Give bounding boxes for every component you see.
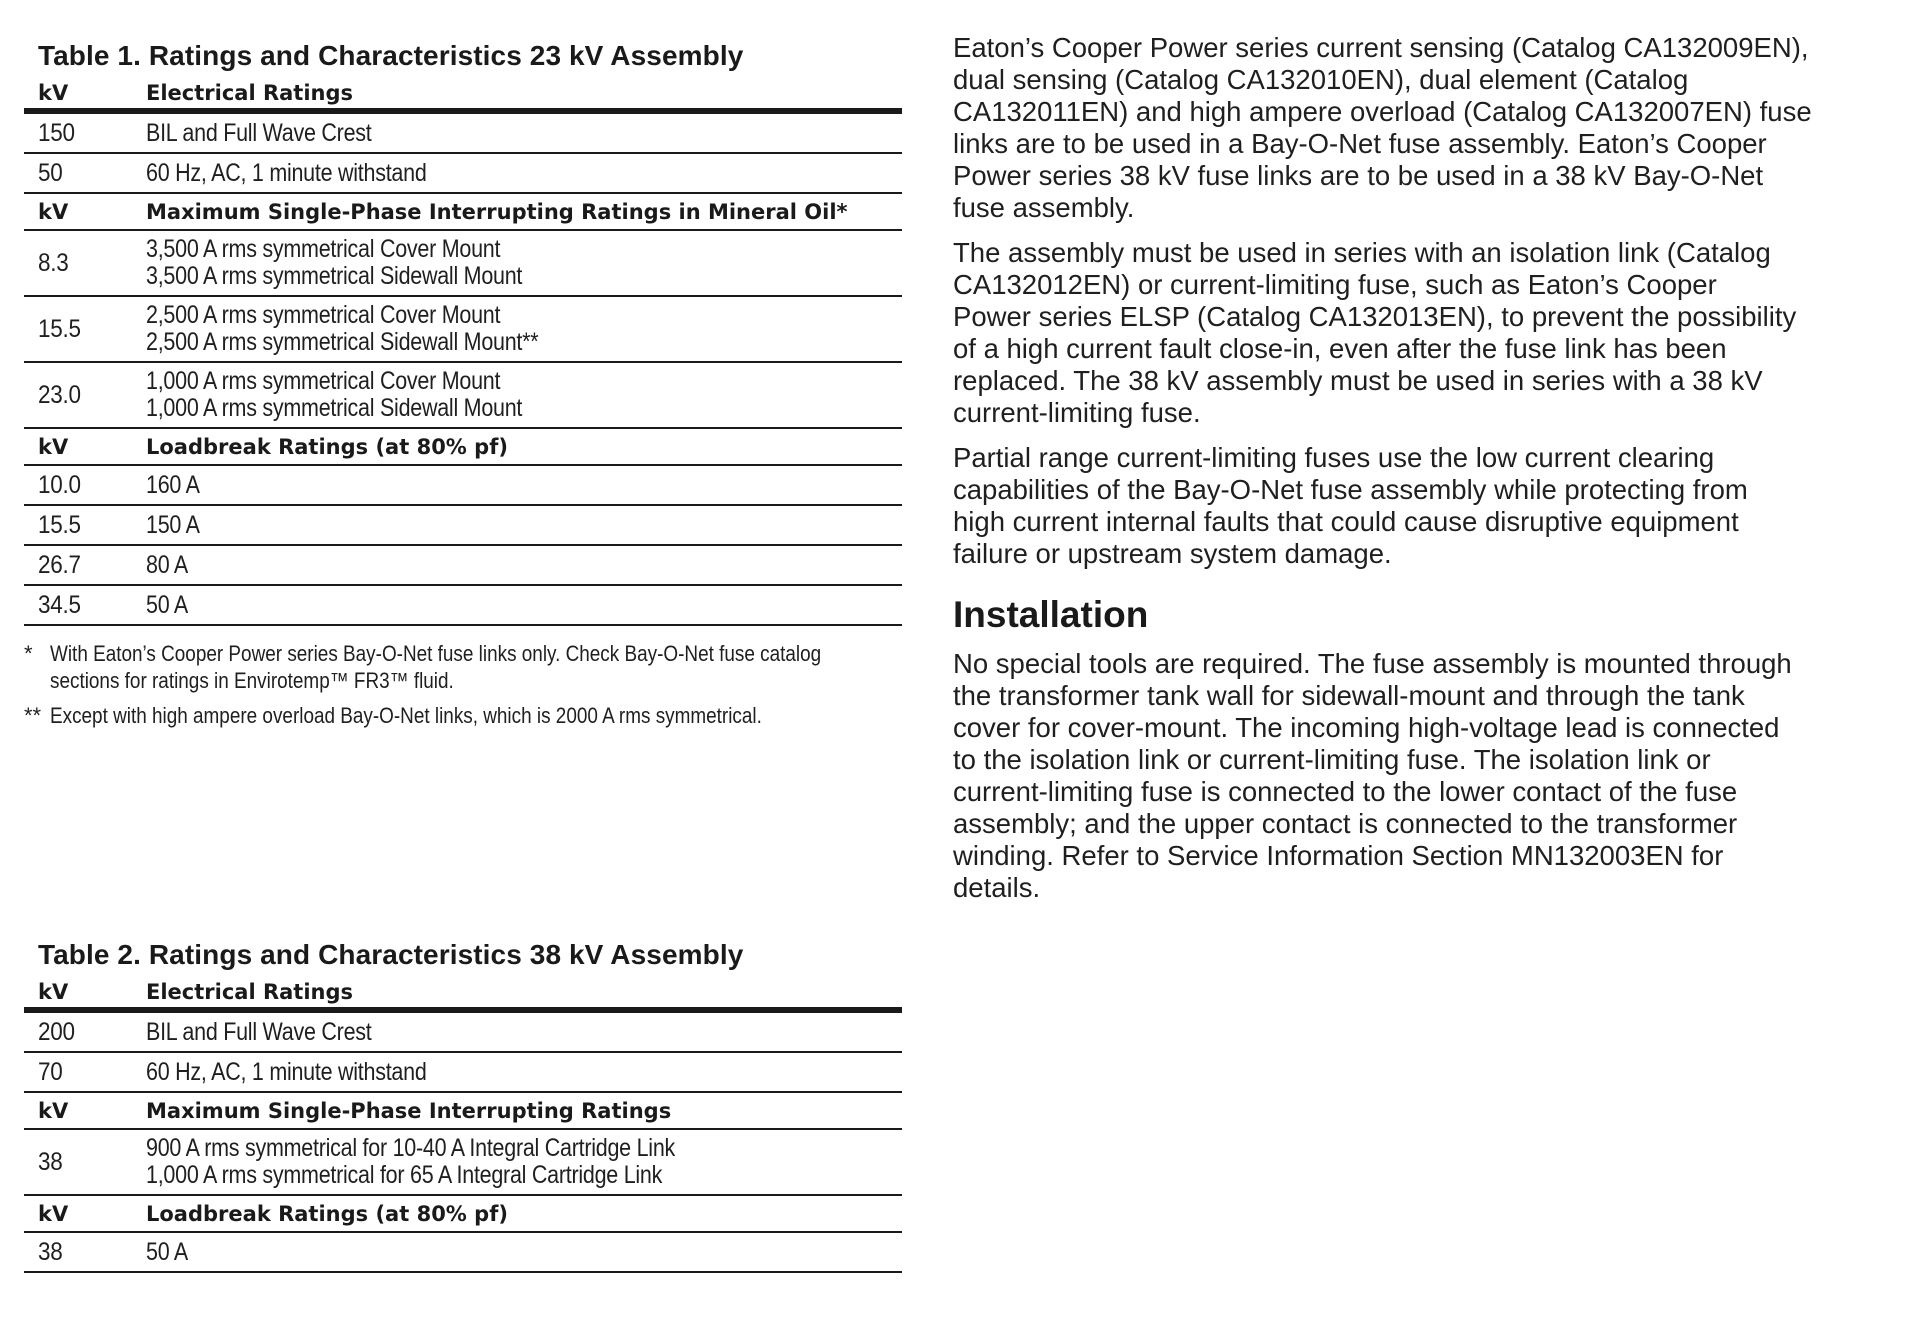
section-header-row [24,428,902,465]
right-column [953,32,1853,917]
paragraph [953,237,1853,429]
body-paragraphs [953,32,1853,570]
paragraph-line: links are to be used in a Bay-O-Net fuse assembly. Eaton’s Cooper [953,128,1767,159]
kv-text: 10.0 [38,470,81,499]
kv-value [24,1232,146,1272]
rating-value [146,111,902,153]
section-heading: Maximum Single-Phase Interrupting Ratings [146,1092,902,1129]
kv-value [24,230,146,296]
footnote-line: With Eaton’s Cooper Power series Bay-O-Net fuse links only. Check Bay-O-Net fuse catalog [50,641,822,666]
kv-value [24,505,146,545]
kv-text: 23.0 [38,380,81,409]
rating-line: 1,000 A rms symmetrical for 65 A Integral Cartridge Link [146,1161,663,1189]
footnote-mark: * [24,641,33,666]
rating-line: 60 Hz, AC, 1 minute withstand [146,1057,427,1086]
section-header-row [24,193,902,230]
paragraph-line: details. [953,872,1041,903]
section-heading: Electrical Ratings [146,977,902,1010]
section-header-row [24,78,902,111]
table-row [24,111,902,153]
rating-value [146,465,902,505]
footnote [24,702,902,729]
table-title: Table 2. Ratings and Characteristics 38 kV Assembly [38,939,744,970]
ratings-table-38kv [24,939,902,1273]
paragraph-line: assembly; and the upper contact is connected to the transformer [953,808,1738,839]
kv-value [24,1129,146,1195]
kv-header: kV [24,193,146,230]
rating-line: 50 A [146,590,189,619]
table-row [24,1129,902,1195]
paragraph [953,442,1853,570]
kv-text: 200 [38,1017,75,1046]
rating-line: 2,500 A rms symmetrical Sidewall Mount** [146,328,539,356]
rating-line: 150 A [146,510,200,539]
kv-text: 38 [38,1147,63,1176]
paragraph-line: replaced. The 38 kV assembly must be used in series with a 38 kV [953,365,1763,396]
table-title: Table 1. Ratings and Characteristics 23 kV Assembly [38,40,744,71]
rating-value [146,1129,902,1195]
paragraph-line: winding. Refer to Service Information Section MN132003EN for [953,840,1724,871]
footnote-line: sections for ratings in Envirotemp™ FR3™ fluid. [50,668,454,693]
kv-text: 34.5 [38,590,81,619]
rating-value [146,153,902,193]
rating-value [146,296,902,362]
kv-value [24,1052,146,1092]
paragraph-line: CA132011EN) and high ampere overload (Catalog CA132007EN) fuse [953,96,1812,127]
paragraph-line: Power series ELSP (Catalog CA132013EN), to prevent the possibility [953,301,1797,332]
table-body [24,78,902,626]
rating-line: 3,500 A rms symmetrical Cover Mount [146,235,501,263]
paragraph-line: failure or upstream system damage. [953,538,1392,569]
kv-text: 150 [38,118,75,147]
rating-value [146,1052,902,1092]
footnotes [24,640,902,729]
rating-line: 50 A [146,1237,189,1266]
section-header-row [24,977,902,1010]
rating-line: 160 A [146,470,200,499]
paragraph-line: No special tools are required. The fuse assembly is mounted through [953,648,1792,679]
paragraph-line: The assembly must be used in series with an isolation link (Catalog [953,237,1771,268]
kv-value [24,585,146,625]
rating-line: 80 A [146,550,189,579]
rating-line: 60 Hz, AC, 1 minute withstand [146,158,427,187]
kv-header: kV [24,1092,146,1129]
paragraph-line: fuse assembly. [953,192,1135,223]
kv-header: kV [24,1195,146,1232]
rating-value [146,1232,902,1272]
paragraph-line: to the isolation link or current-limiting fuse. The isolation link or [953,744,1711,775]
kv-value [24,296,146,362]
footnote-text [50,702,762,729]
kv-value [24,153,146,193]
section-heading: Maximum Single-Phase Interrupting Ratings in Mineral Oil* [146,193,902,230]
paragraph-line: dual sensing (Catalog CA132010EN), dual element (Catalog [953,64,1689,95]
paragraph-line: Partial range current-limiting fuses use the low current clearing [953,442,1715,473]
paragraph-line: high current internal faults that could cause disruptive equipment [953,506,1739,537]
section-heading: Loadbreak Ratings (at 80% pf) [146,1195,902,1232]
rating-line: BIL and Full Wave Crest [146,118,372,147]
table-row [24,1232,902,1272]
rating-line: BIL and Full Wave Crest [146,1017,372,1046]
paragraph-line: current-limiting fuse is connected to the lower contact of the fuse [953,776,1738,807]
installation-heading: Installation [953,594,1149,635]
paragraph-line: Power series 38 kV fuse links are to be used in a 38 kV Bay-O-Net [953,160,1764,191]
rating-line: 2,500 A rms symmetrical Cover Mount [146,301,501,329]
rating-value [146,545,902,585]
rating-line: 900 A rms symmetrical for 10-40 A Integral Cartridge Link [146,1134,676,1162]
section-heading: Electrical Ratings [146,78,902,111]
paragraph-line: CA132012EN) or current-limiting fuse, such as Eaton’s Cooper [953,269,1717,300]
rating-value [146,505,902,545]
rating-value [146,362,902,428]
installation-paragraph [953,648,1853,904]
kv-text: 70 [38,1057,63,1086]
rating-line: 1,000 A rms symmetrical Cover Mount [146,367,501,395]
kv-text: 15.5 [38,314,81,343]
table-row [24,230,902,296]
kv-text: 8.3 [38,248,69,277]
rating-line: 1,000 A rms symmetrical Sidewall Mount [146,394,523,422]
section-header-row [24,1092,902,1129]
kv-header: kV [24,78,146,111]
kv-text: 15.5 [38,510,81,539]
table-row [24,545,902,585]
paragraph-line: cover for cover-mount. The incoming high-voltage lead is connected [953,712,1780,743]
kv-value [24,1010,146,1052]
table-row [24,362,902,428]
footnote-mark: ** [24,703,42,728]
kv-value [24,362,146,428]
kv-text: 38 [38,1237,63,1266]
rating-line: 3,500 A rms symmetrical Sidewall Mount [146,262,523,290]
paragraph-line: capabilities of the Bay-O-Net fuse assembly while protecting from [953,474,1748,505]
table-body [24,977,902,1273]
table-row [24,585,902,625]
section-header-row [24,1195,902,1232]
kv-text: 50 [38,158,63,187]
table-row [24,1052,902,1092]
footnote [24,640,902,694]
kv-text: 26.7 [38,550,81,579]
table-row [24,296,902,362]
kv-value [24,545,146,585]
paragraph-line: Eaton’s Cooper Power series current sensing (Catalog CA132009EN), [953,32,1809,63]
rating-value [146,585,902,625]
rating-value [146,230,902,296]
paragraph-line: of a high current fault close-in, even after the fuse link has been [953,333,1727,364]
paragraph-line: current-limiting fuse. [953,397,1201,428]
footnote-line: Except with high ampere overload Bay-O-Net links, which is 2000 A rms symmetrical. [50,703,762,728]
paragraph [953,32,1853,224]
kv-header: kV [24,428,146,465]
table-row [24,1010,902,1052]
kv-value [24,465,146,505]
section-heading: Loadbreak Ratings (at 80% pf) [146,428,902,465]
kv-value [24,111,146,153]
table-row [24,465,902,505]
table-row [24,153,902,193]
ratings-table-23kv [24,40,902,737]
footnote-text [50,640,821,694]
rating-value [146,1010,902,1052]
table-row [24,505,902,545]
kv-header: kV [24,977,146,1010]
paragraph-line: the transformer tank wall for sidewall-mount and through the tank [953,680,1745,711]
